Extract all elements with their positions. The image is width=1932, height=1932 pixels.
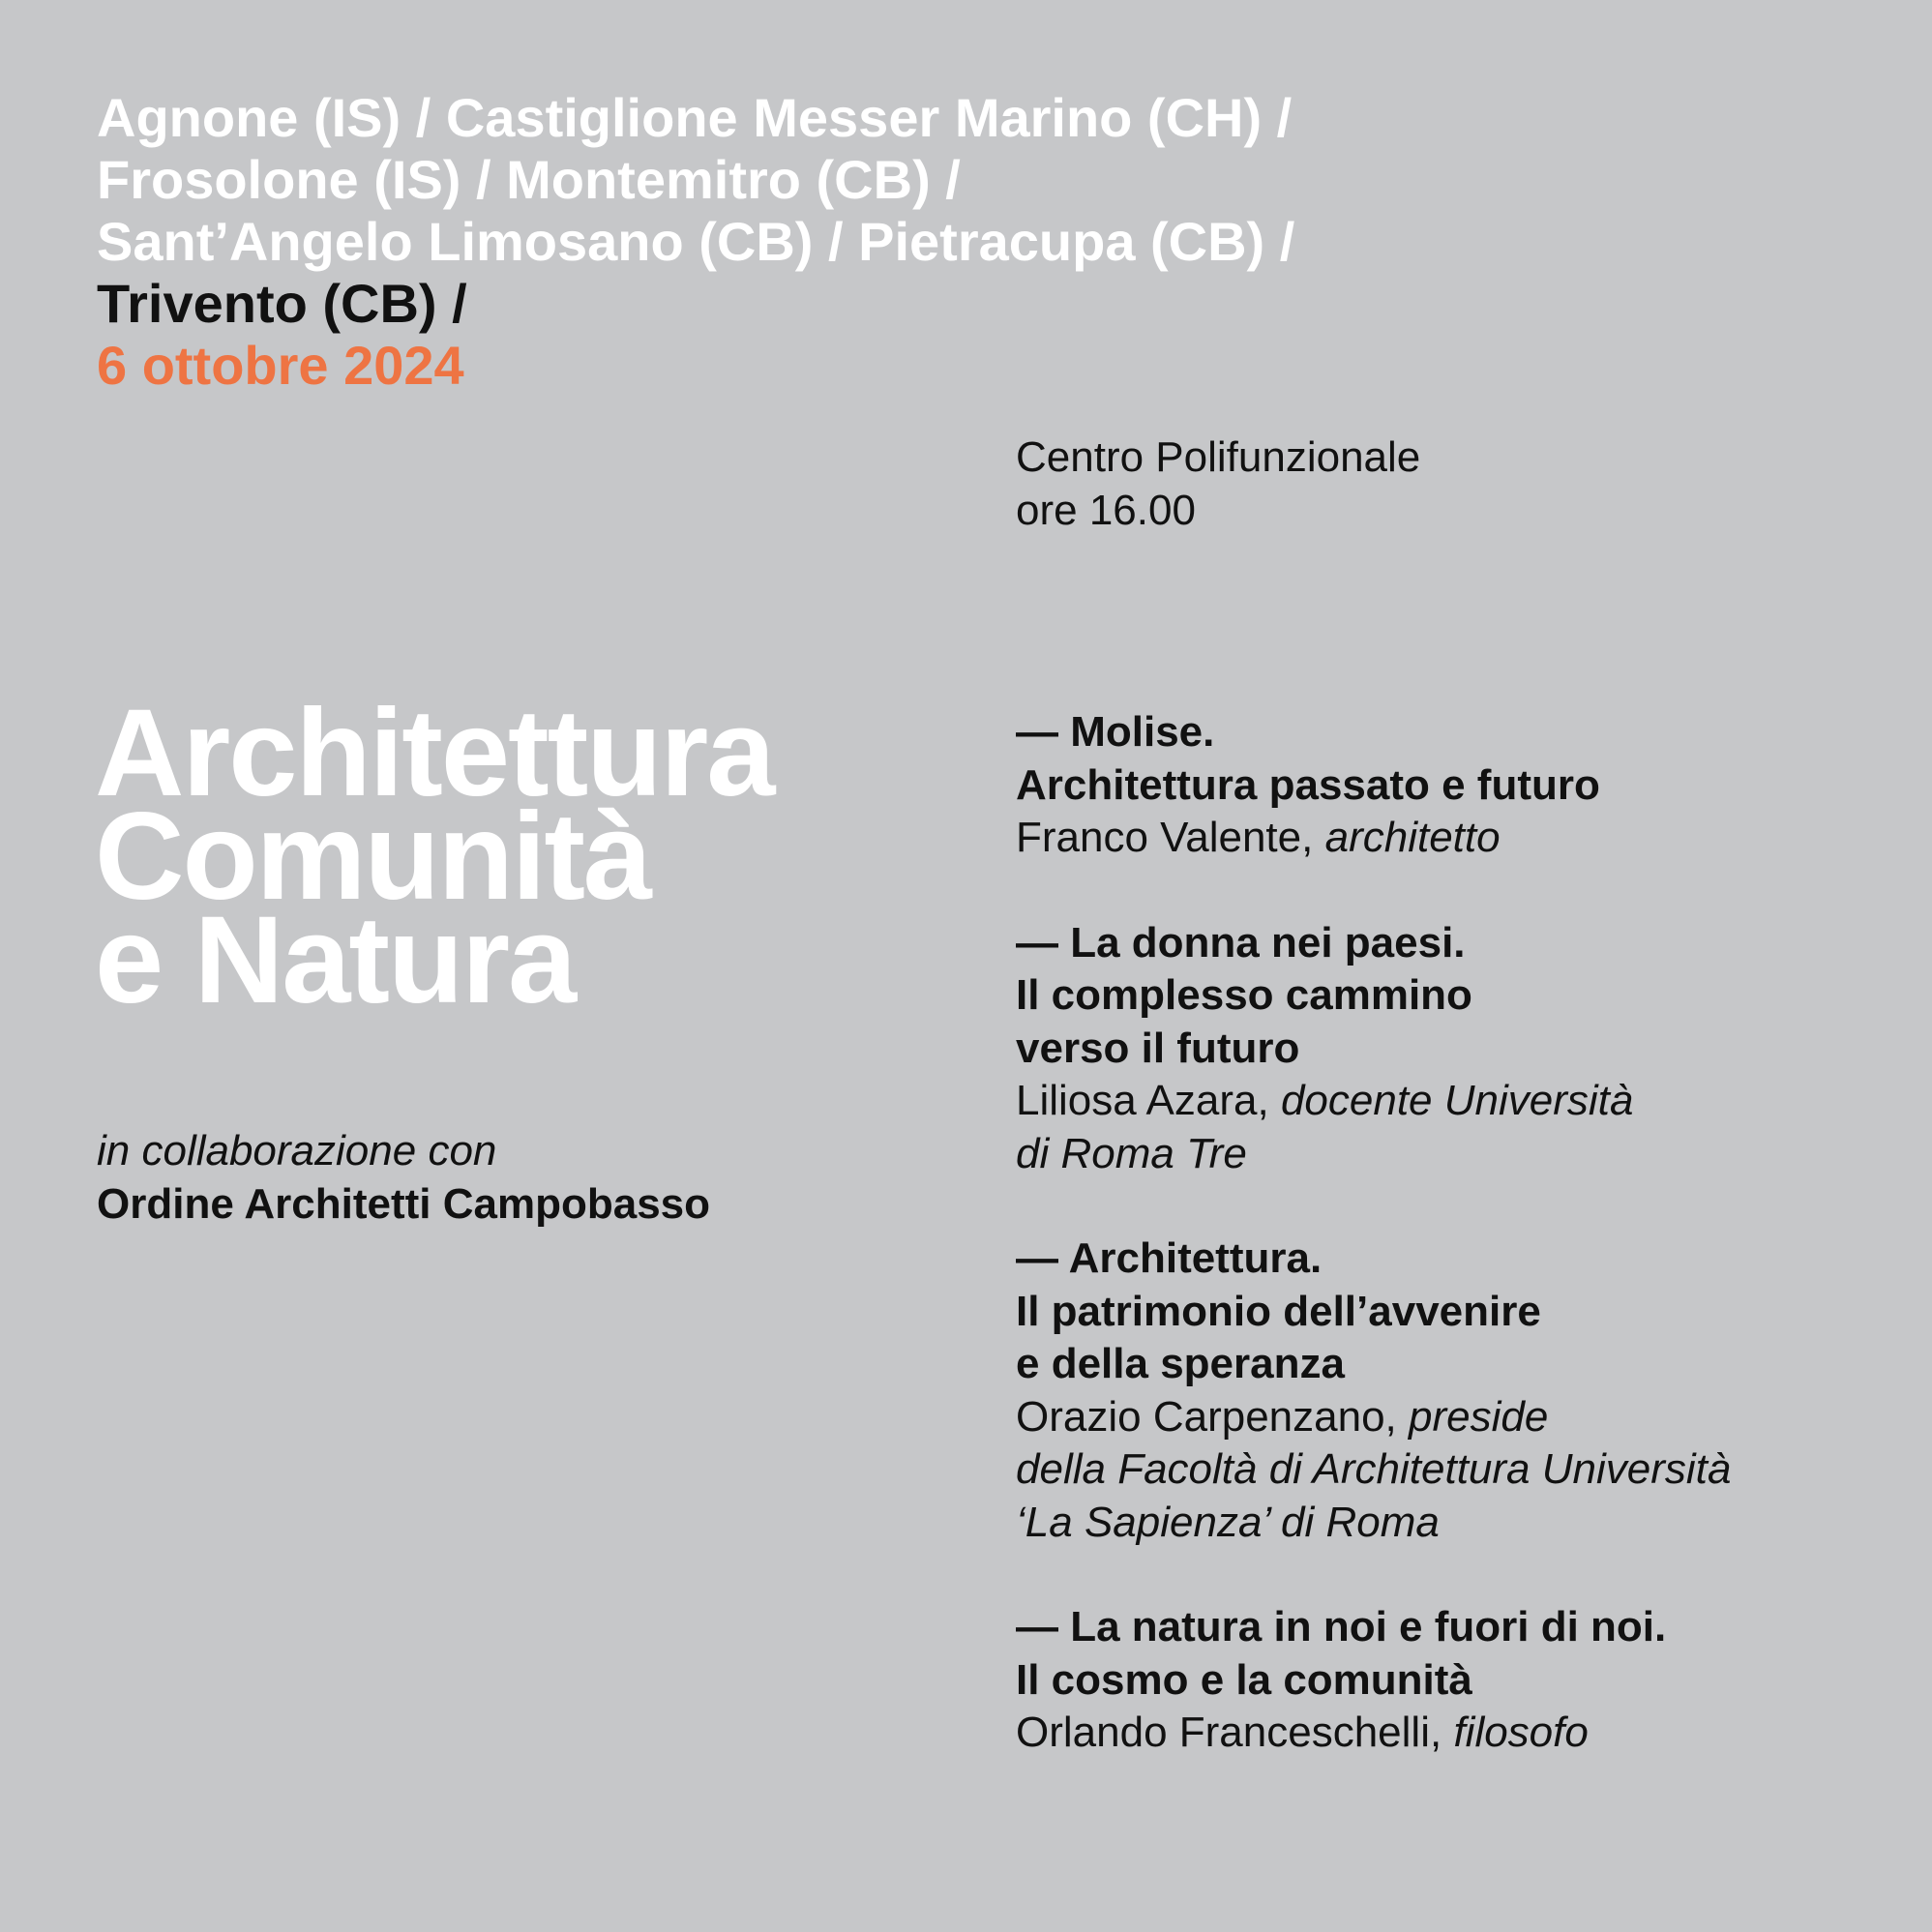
talk-role: architetto: [1324, 814, 1501, 861]
talk-speaker: Franco Valente,: [1016, 814, 1314, 861]
talk-speaker: Orlando Franceschelli,: [1016, 1709, 1442, 1756]
talk-speaker-line: [1016, 812, 1887, 865]
location-line-2: Frosolone (IS) / Montemitro (CB) /: [97, 149, 961, 210]
talk-speaker-line: [1016, 1391, 1887, 1444]
collaboration-intro: in collaborazione con: [97, 1127, 497, 1174]
talk-title-line: e della speranza: [1016, 1340, 1345, 1387]
talk-role: filosofo: [1453, 1709, 1589, 1756]
talk-speaker: Orazio Carpenzano,: [1016, 1392, 1397, 1441]
talk-title-line: — La natura in noi e fuori di noi.: [1016, 1603, 1667, 1650]
talk-speaker-line: [1016, 1707, 1887, 1760]
talk-item: [1016, 1601, 1887, 1760]
collaboration-block: [97, 1124, 710, 1231]
program-list: [1016, 706, 1887, 1812]
talk-title-line: — Architettura.: [1016, 1234, 1323, 1282]
talk-title-line: — La donna nei paesi.: [1016, 918, 1466, 966]
title-line-3: e Natura: [95, 891, 576, 1029]
talk-speaker: Liliosa Azara,: [1016, 1077, 1269, 1124]
title-line-2: Comunità: [95, 788, 651, 926]
talk-item: [1016, 706, 1887, 865]
talk-role-line: della Facoltà di Architettura Università: [1016, 1445, 1732, 1493]
talk-title-line: Il complesso cammino: [1016, 971, 1472, 1019]
talk-title-line: verso il futuro: [1016, 1024, 1300, 1072]
title-line-1: Architettura: [95, 684, 774, 822]
talk-role: preside: [1409, 1392, 1549, 1441]
location-line-1: Agnone (IS) / Castiglione Messer Marino (CH) /: [97, 87, 1293, 148]
locations-header: [97, 87, 1645, 397]
venue-info: [1016, 431, 1420, 537]
talk-title-line: Il patrimonio dell’avvenire: [1016, 1287, 1541, 1335]
event-title: [95, 684, 774, 1029]
talk-item: [1016, 917, 1887, 1181]
current-location: Trivento (CB) /: [97, 273, 467, 334]
location-line-3: Sant’Angelo Limosano (CB) / Pietracupa (CB) /: [97, 211, 1295, 272]
venue-time: ore 16.00: [1016, 487, 1196, 534]
talk-role: docente Università: [1280, 1077, 1634, 1124]
event-date: 6 ottobre 2024: [97, 335, 464, 396]
talk-item: [1016, 1233, 1887, 1549]
talk-role-line: di Roma Tre: [1016, 1129, 1247, 1177]
venue-place: Centro Polifunzionale: [1016, 433, 1421, 481]
collaboration-organization: Ordine Architetti Campobasso: [97, 1180, 711, 1228]
talk-speaker-line: [1016, 1075, 1887, 1128]
talk-title-line: — Molise.: [1016, 708, 1215, 756]
talk-title-line: Il cosmo e la comunità: [1016, 1655, 1472, 1704]
talk-role-line: ‘La Sapienza’ di Roma: [1016, 1498, 1440, 1546]
talk-title-line: Architettura passato e futuro: [1016, 760, 1600, 809]
